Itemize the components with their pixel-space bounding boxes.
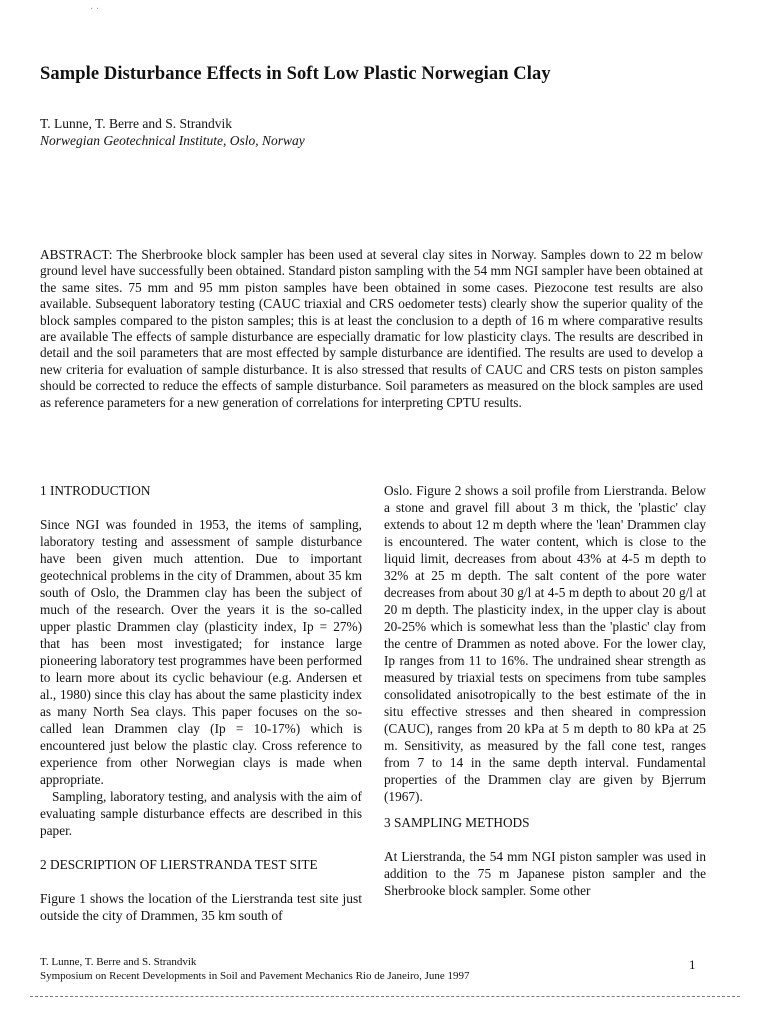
author-list: T. Lunne, T. Berre and S. Strandvik [40,116,232,131]
site-paragraph-1: Figure 1 shows the location of the Lierstranda test site just outside the city of Drammen, 35 km south of [40,891,362,923]
section-heading-introduction: 1 INTRODUCTION [40,483,151,498]
bottom-rule [30,996,740,997]
footer-authors: T. Lunne, T. Berre and S. Strandvik [40,956,197,968]
sampling-paragraph-1: At Lierstranda, the 54 mm NGI piston sampler was used in addition to the 75 m Japanese piston sampler and the Sherbrooke block sampler. Some other [384,849,706,898]
scan-mark: · · [90,4,100,15]
author-affiliation: Norwegian Geotechnical Institute, Oslo, Norway [40,133,305,148]
abstract: ABSTRACT: The Sherbrooke block sampler has been used at several clay sites in Norway. Samples down to 22 m below ground level have successfully been obtained. Standard piston sampling with the 54 mm NGI sampler have been obtained at the same sites. 75 mm and 95 mm piston samples have been obtained in some cases. Piezocone test results are also available. Subsequent laboratory testing (CAUC triaxial and CRS oedometer tests) clearly show the superior quality of the block samples compared to the piston samples; this is at least the conclusion to a depth of 16 m where comparative results are available The effects of sample disturbance are especially dramatic for low plasticity clays. The results are described in detail and the soil parameters that are most effected by sample disturbance are identified. The results are used to develop a new criteria for evaluation of sample disturbance. It is also stressed that results of CAUC and CRS tests on piston samples should be corrected to reduce the effects of sample disturbance. Soil parameters as measured on the block samples are used as reference parameters for a new generation of correlations for interpreting CPTU results. [40,247,703,410]
left-column [40,482,362,924]
intro-paragraph-2: Sampling, laboratory testing, and analysis with the aim of evaluating sample disturbance effects are described in this paper. [40,789,362,838]
section-heading-test-site: 2 DESCRIPTION OF LIERSTRANDA TEST SITE [40,857,318,872]
footer-symposium: Symposium on Recent Developments in Soil and Pavement Mechanics Rio de Janeiro, June 1997 [40,970,470,982]
section-heading-sampling-methods: 3 SAMPLING METHODS [384,815,530,830]
right-column [384,482,706,899]
page-number: 1 [689,957,696,972]
paper-title: Sample Disturbance Effects in Soft Low Plastic Norwegian Clay [40,64,551,84]
intro-paragraph-1: Since NGI was founded in 1953, the items of sampling, laboratory testing and assessment of sample disturbance have been given much attention. Due to important geotechnical problems in the city of Drammen, about 35 km south of Oslo, the Drammen clay has been the subject of much of the research. Over the years it is the so-called upper plastic Drammen clay (plasticity index, Ip = 27%) that has been most investigated; for instance large pioneering laboratory test programmes have been performed to learn more about its cyclic behaviour (e.g. Andersen et al., 1980) since this clay has about the same plasticity index as many North Sea clays. This paper focuses on the so-called lean Drammen clay (Ip = 10-17%) which is encountered just below the plastic clay. Cross reference to experience from other Norwegian clays is made when appropriate. [40,517,362,787]
site-paragraph-continued: Oslo. Figure 2 shows a soil profile from Lierstranda. Below a stone and gravel fill about 3 m thick, the 'plastic' clay extends to about 12 m depth where the 'lean' Drammen clay is encountered. The water content, which is close to the liquid limit, decreases from about 43% at 4-5 m depth to 32% at 25 m depth. The salt content of the pore water decreases from about 30 g/l at 4-5 m depth to about 20 g/l at 20 m depth. The plasticity index, in the upper clay is about 20-25% which is somewhat less than the 'plastic' clay from the centre of Drammen as noted above. For the lower clay, Ip ranges from 11 to 16%. The undrained shear strength as measured by triaxial tests on specimens from tube samples consolidated anisotropically to the best estimate of the in situ effective stresses and then sheared in compression (CAUC), ranges from 20 kPa at 5 m depth to 80 kPa at 25 m. Sensitivity, as measured by the fall cone test, ranges from 7 to 14 in the same depth interval. Fundamental properties of the Drammen clay are given by Bjerrum (1967). [384,483,706,804]
